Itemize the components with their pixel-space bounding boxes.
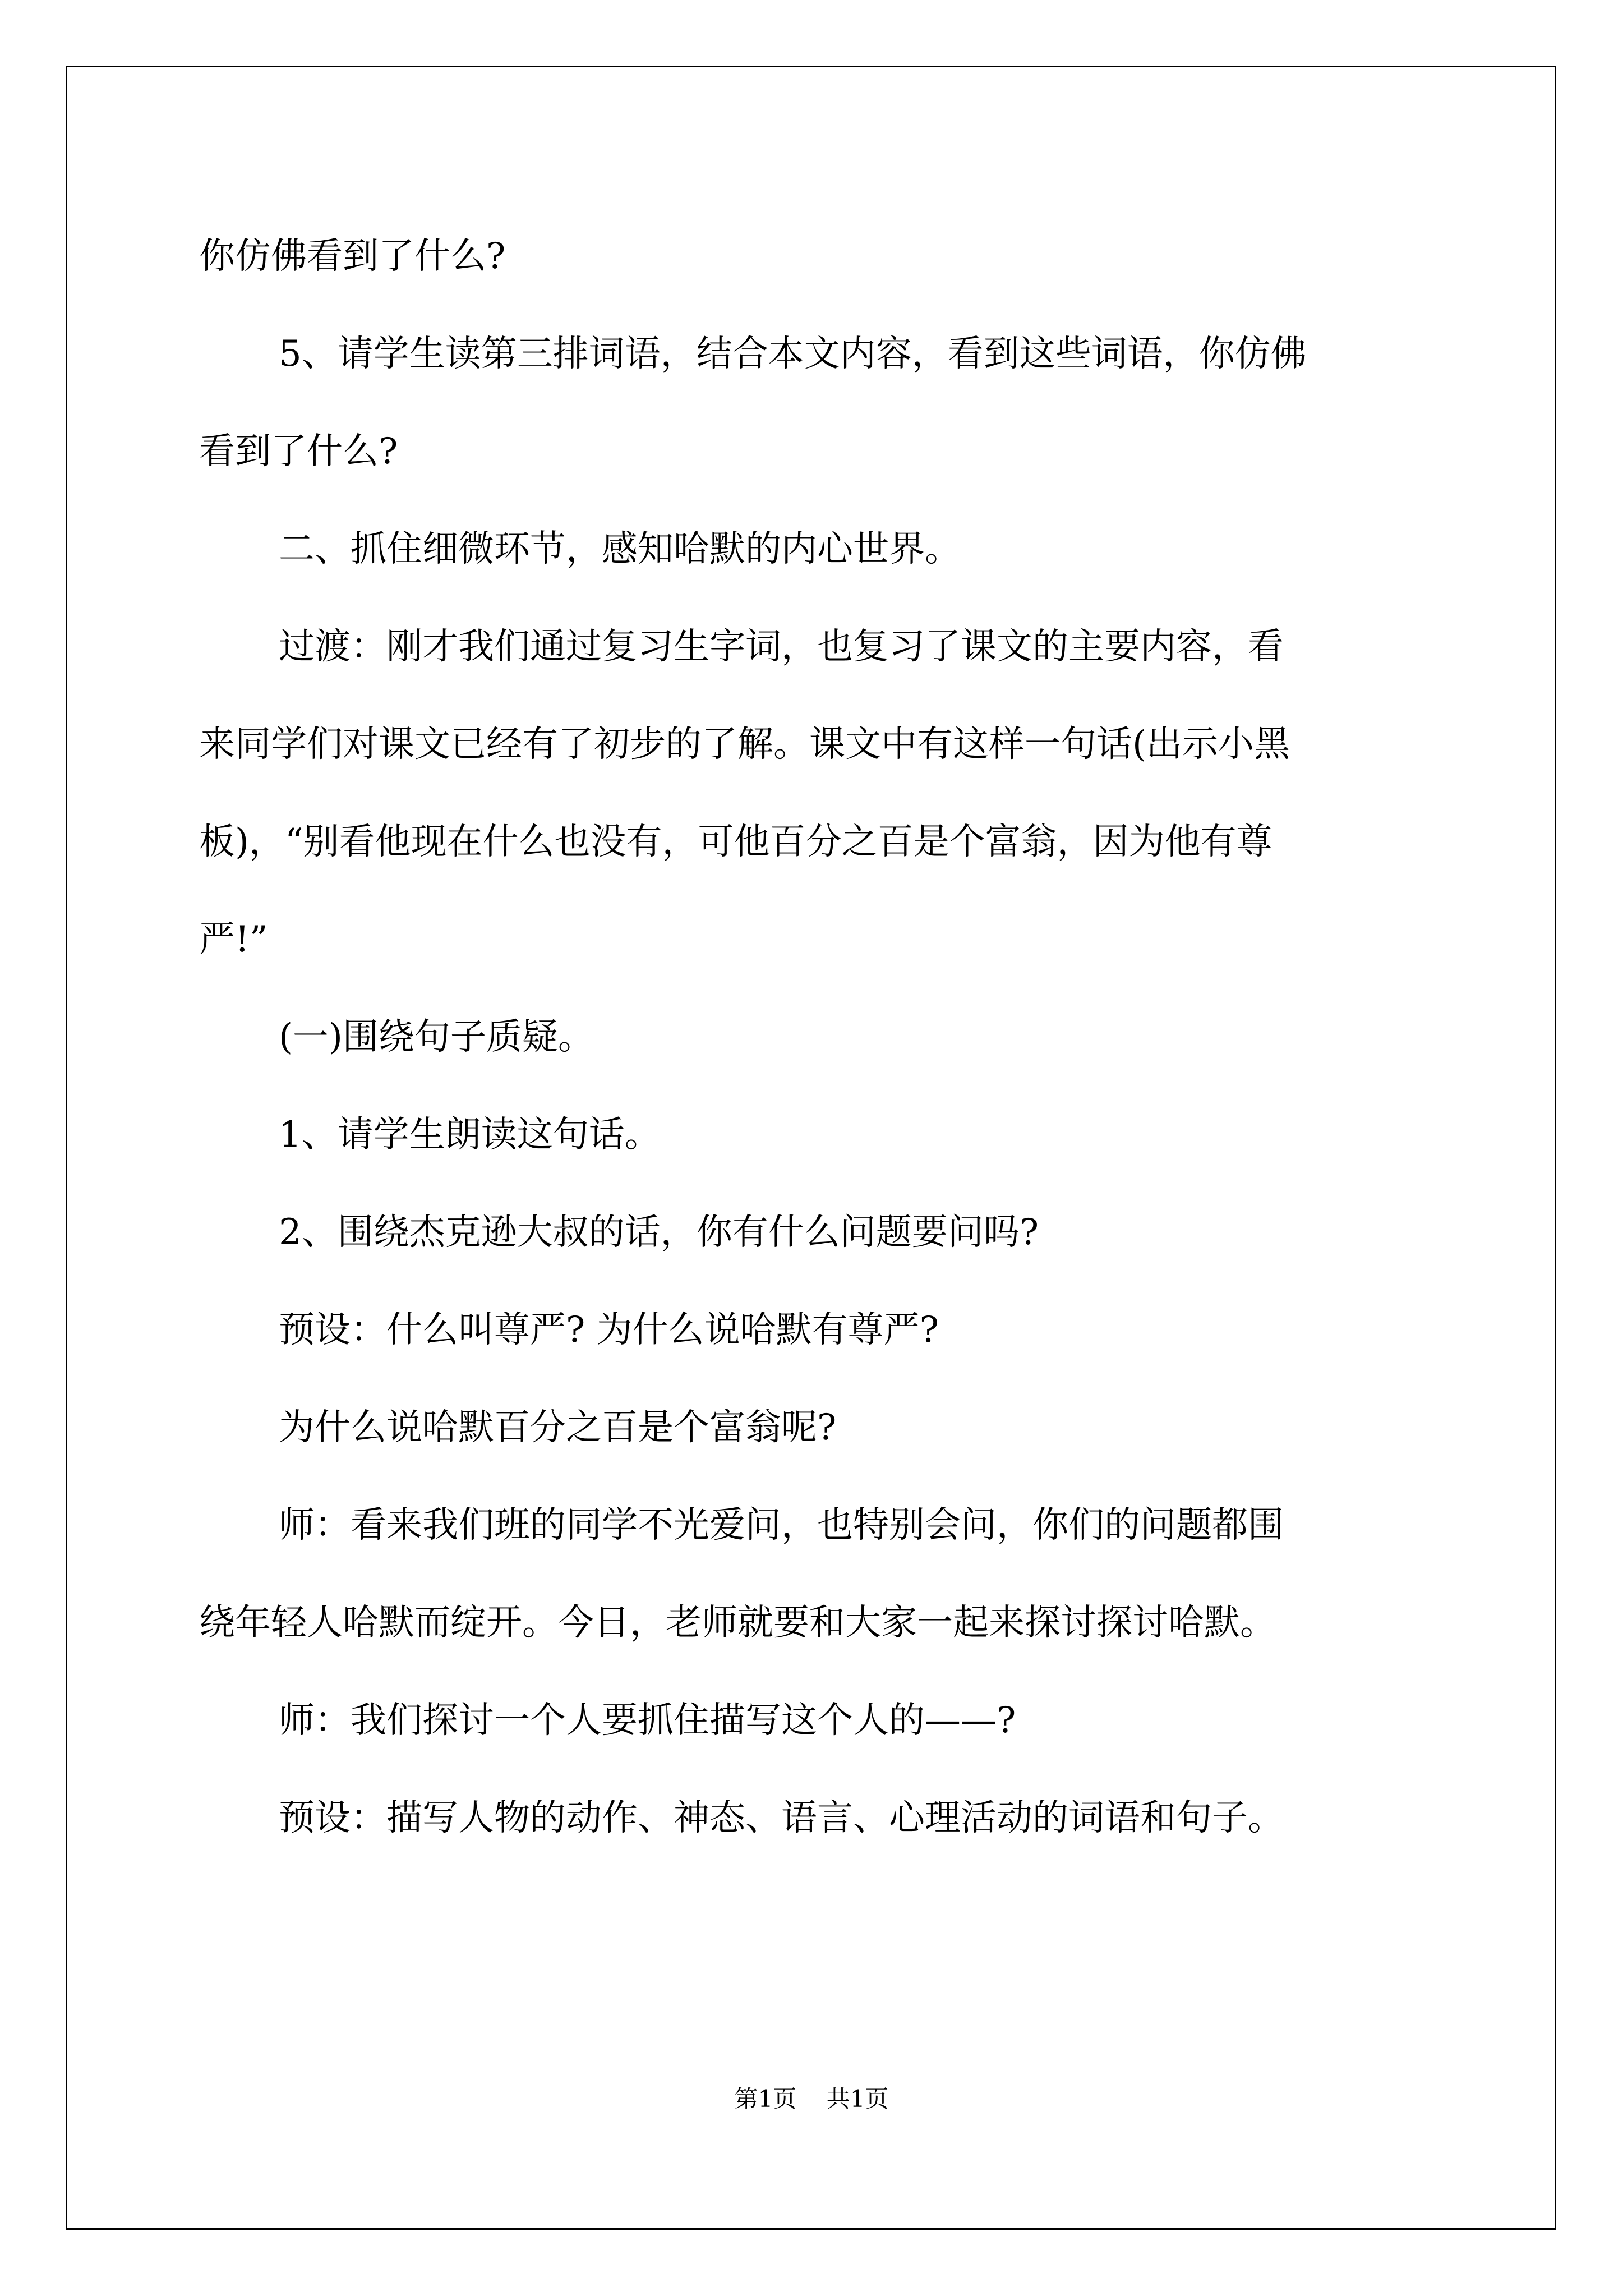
subsection-heading: (一)围绕句子质疑。 [279, 1016, 594, 1058]
section-heading: 二、抓住细微环节，感知哈默的内心世界。 [279, 528, 961, 570]
text-line: 看到了什么? [199, 431, 398, 472]
text-line: 严!” [199, 919, 268, 960]
text-line: 你仿佛看到了什么? [199, 236, 506, 277]
text-line: 预设：描写人物的动作、神态、语言、心理活动的词语和句子。 [279, 1797, 1284, 1839]
text-line: 师：我们探讨一个人要抓住描写这个人的——? [279, 1700, 1016, 1741]
text-line: 5、请学生读第三排词语，结合本文内容，看到这些词语，你仿佛 [279, 333, 1307, 375]
page-number: 第1页 [734, 2085, 797, 2113]
text-line: 过渡：刚才我们通过复习生字词，也复习了课文的主要内容，看 [279, 626, 1284, 668]
page-total: 共1页 [826, 2085, 889, 2113]
text-line: 绕年轻人哈默而绽开。今日，老师就要和大家一起来探讨探讨哈默。 [199, 1602, 1276, 1644]
page-footer [0, 2082, 1623, 2116]
text-line: 2、围绕杰克逊大叔的话，你有什么问题要问吗? [279, 1212, 1039, 1253]
text-line: 师：看来我们班的同学不光爱问，也特别会问，你们的问题都围 [279, 1504, 1284, 1546]
text-line: 板)，“别看他现在什么也没有，可他百分之百是个富翁，因为他有尊 [199, 821, 1272, 863]
text-line: 1、请学生朗读这句话。 [279, 1114, 661, 1156]
text-line: 来同学们对课文已经有了初步的了解。课文中有这样一句话(出示小黑 [199, 724, 1290, 765]
text-line: 预设：什么叫尊严? 为什么说哈默有尊严? [279, 1309, 939, 1351]
text-line: 为什么说哈默百分之百是个富翁呢? [279, 1407, 837, 1448]
document-body [199, 208, 1433, 1867]
